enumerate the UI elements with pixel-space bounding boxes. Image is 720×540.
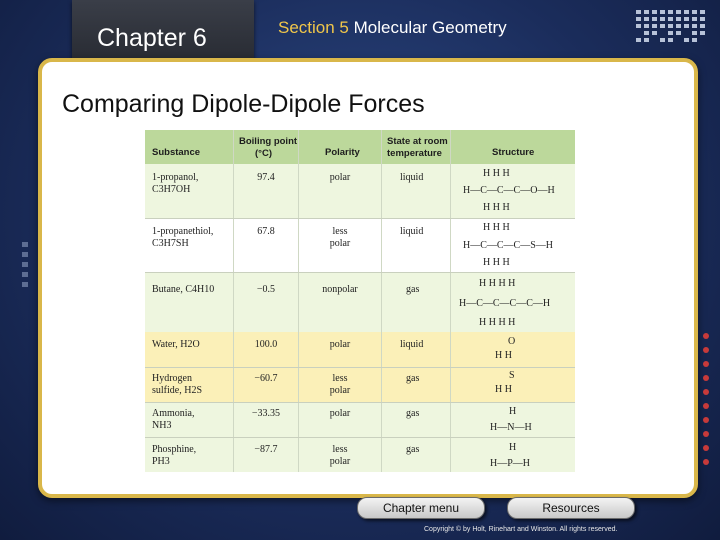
nav-dot bbox=[684, 10, 689, 14]
substance-name: Water, H2O bbox=[152, 339, 200, 350]
header-boiling-2: (°C) bbox=[255, 148, 272, 159]
nav-dot bbox=[684, 17, 689, 21]
column-divider bbox=[298, 130, 299, 472]
boiling-point: −33.35 bbox=[251, 408, 281, 419]
header-substance: Substance bbox=[152, 147, 201, 158]
nav-dots-icon bbox=[636, 10, 706, 46]
nav-dot bbox=[660, 17, 665, 21]
page-title: Comparing Dipole-Dipole Forces bbox=[62, 90, 425, 118]
header-state-2: temperature bbox=[387, 148, 442, 159]
nav-dot bbox=[700, 31, 705, 35]
nav-dot bbox=[692, 10, 697, 14]
nav-dot bbox=[652, 17, 657, 21]
polarity-line2: polar bbox=[329, 456, 351, 467]
header-structure: Structure bbox=[492, 147, 535, 158]
nav-dot bbox=[644, 10, 649, 14]
structure-top: H bbox=[509, 442, 517, 453]
nav-dot bbox=[668, 24, 673, 28]
nav-dot bbox=[644, 24, 649, 28]
column-divider bbox=[450, 130, 451, 472]
row-divider bbox=[145, 218, 575, 219]
column-divider bbox=[381, 130, 382, 472]
substance-formula: C3H7OH bbox=[152, 184, 191, 195]
section-name: Molecular Geometry bbox=[353, 18, 507, 37]
table-header bbox=[145, 130, 575, 164]
side-dots-icon bbox=[700, 330, 712, 480]
nav-dot bbox=[660, 10, 665, 14]
polarity: polar bbox=[329, 408, 351, 419]
nav-dot bbox=[684, 24, 689, 28]
substance-name: Hydrogen bbox=[152, 373, 192, 384]
nav-dot bbox=[684, 38, 689, 42]
boiling-point: −60.7 bbox=[254, 373, 278, 384]
section-number: Section 5 bbox=[278, 18, 349, 37]
nav-dot bbox=[644, 31, 649, 35]
structure-bottom: H—N—H bbox=[490, 422, 532, 433]
resources-button[interactable]: Resources bbox=[507, 497, 635, 519]
row-divider bbox=[145, 272, 575, 273]
nav-dot bbox=[668, 31, 673, 35]
structure-bottom: H H H bbox=[483, 257, 510, 268]
nav-dot bbox=[676, 31, 681, 35]
state: gas bbox=[406, 444, 420, 455]
structure-mid: H—C—C—C—S—H bbox=[463, 240, 554, 251]
polarity-line2: polar bbox=[329, 385, 351, 396]
header-polarity: Polarity bbox=[325, 147, 360, 158]
nav-dot bbox=[668, 38, 673, 42]
nav-dot bbox=[692, 31, 697, 35]
substance-name: 1-propanethiol, bbox=[152, 226, 214, 237]
state: liquid bbox=[400, 172, 424, 183]
polarity-line1: less bbox=[332, 373, 348, 384]
state: liquid bbox=[400, 226, 424, 237]
row-divider bbox=[145, 402, 575, 403]
nav-dot bbox=[636, 10, 641, 14]
nav-dot bbox=[676, 24, 681, 28]
substance-formula: sulfide, H2S bbox=[152, 385, 202, 396]
structure-top: O bbox=[508, 336, 516, 347]
substance-name: 1-propanol, bbox=[152, 172, 199, 183]
chapter-label: Chapter 6 bbox=[97, 24, 207, 52]
chapter-menu-button[interactable]: Chapter menu bbox=[357, 497, 485, 519]
nav-dot bbox=[652, 10, 657, 14]
structure-bottom: H H H bbox=[483, 202, 510, 213]
substance-formula: C3H7SH bbox=[152, 238, 189, 249]
nav-dot bbox=[644, 38, 649, 42]
boiling-point: −0.5 bbox=[256, 284, 276, 295]
polarity-line2: polar bbox=[329, 238, 351, 249]
structure-top: S bbox=[509, 370, 515, 381]
nav-dot bbox=[644, 17, 649, 21]
row-divider bbox=[145, 437, 575, 438]
substance-name: Butane, C4H10 bbox=[152, 284, 215, 295]
structure-bottom: H H bbox=[495, 350, 512, 361]
column-divider bbox=[233, 130, 234, 472]
header-state-1: State at room bbox=[387, 136, 448, 147]
dipole-table bbox=[145, 130, 575, 472]
polarity-line1: less bbox=[332, 444, 348, 455]
side-dots-icon bbox=[20, 240, 32, 300]
substance-formula: NH3 bbox=[152, 420, 172, 431]
nav-dot bbox=[700, 24, 705, 28]
nav-dot bbox=[652, 24, 657, 28]
boiling-point: −87.7 bbox=[254, 444, 278, 455]
structure-mid: H—C—C—C—O—H bbox=[463, 185, 555, 196]
structure-top: H bbox=[509, 406, 517, 417]
nav-dot bbox=[636, 17, 641, 21]
nav-dot bbox=[660, 38, 665, 42]
nav-dot bbox=[692, 38, 697, 42]
nav-dot bbox=[668, 17, 673, 21]
nav-dot bbox=[692, 24, 697, 28]
structure-mid: H—C—C—C—C—H bbox=[459, 298, 551, 309]
structure-bottom: H H H H bbox=[479, 317, 516, 328]
state: gas bbox=[406, 408, 420, 419]
boiling-point: 100.0 bbox=[254, 339, 278, 350]
structure-top: H H H bbox=[483, 222, 510, 233]
substance-name: Phosphine, bbox=[152, 444, 197, 455]
structure-bottom: H H bbox=[495, 384, 512, 395]
nav-dot bbox=[636, 24, 641, 28]
substance-name: Ammonia, bbox=[152, 408, 195, 419]
nav-dot bbox=[668, 10, 673, 14]
nav-dot bbox=[676, 10, 681, 14]
substance-formula: PH3 bbox=[152, 456, 170, 467]
state: gas bbox=[406, 373, 420, 384]
polarity-line1: less bbox=[332, 226, 348, 237]
structure-bottom: H—P—H bbox=[490, 458, 531, 469]
polarity: nonpolar bbox=[322, 284, 358, 295]
header-boiling-1: Boiling point bbox=[239, 136, 298, 147]
nav-dot bbox=[700, 10, 705, 14]
nav-dot bbox=[652, 31, 657, 35]
nav-dot bbox=[676, 17, 681, 21]
boiling-point: 97.4 bbox=[257, 172, 275, 183]
copyright-notice: Copyright © by Holt, Rinehart and Winston. All rights reserved. bbox=[424, 526, 618, 533]
section-title bbox=[278, 18, 507, 38]
row-divider bbox=[145, 367, 575, 368]
nav-dot bbox=[700, 17, 705, 21]
state: liquid bbox=[400, 339, 424, 350]
state: gas bbox=[406, 284, 420, 295]
polarity: polar bbox=[329, 339, 351, 350]
boiling-point: 67.8 bbox=[257, 226, 275, 237]
nav-dot bbox=[692, 17, 697, 21]
nav-dot bbox=[636, 38, 641, 42]
structure-top: H H H bbox=[483, 168, 510, 179]
nav-dot bbox=[660, 24, 665, 28]
polarity: polar bbox=[329, 172, 351, 183]
structure-top: H H H H bbox=[479, 278, 516, 289]
